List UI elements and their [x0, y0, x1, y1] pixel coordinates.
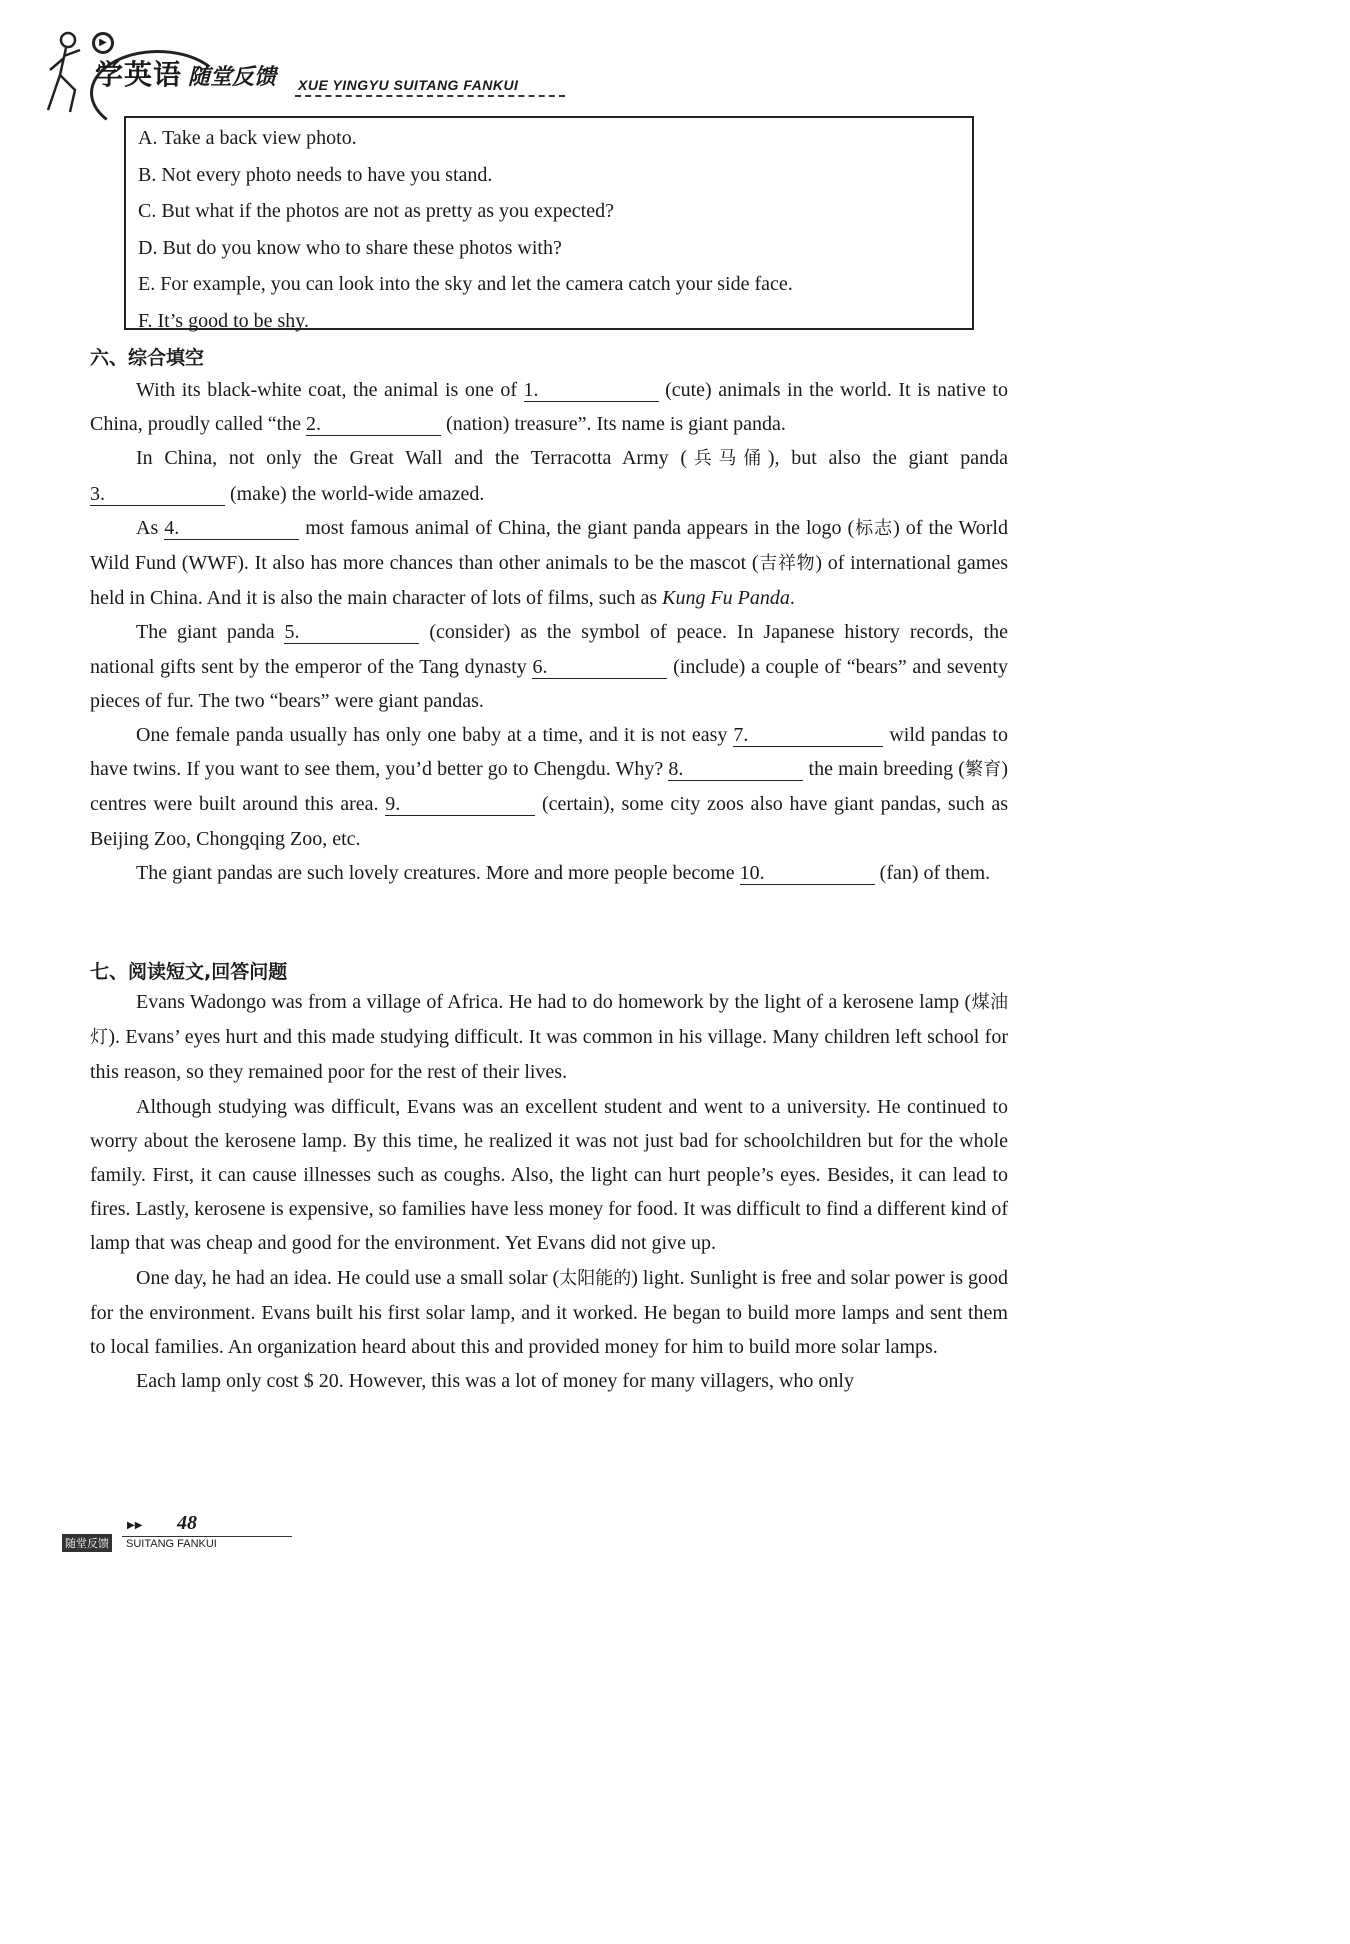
- arrow-icon: ▶▶: [127, 1520, 143, 1531]
- text: ) light. Sunlight is free and solar power is good for the environment. Evans built his first solar lamp, and it worked. He began to build more lamps and sent them to local families. An organization heard about this and provided money for him to build more solar lamps.: [90, 1266, 1008, 1359]
- blank-4[interactable]: 4.: [164, 517, 299, 540]
- text: (certain), some city zoos also have giant pandas, such as Beijing Zoo, Chongqing Zoo, etc.: [90, 793, 1008, 850]
- text: In China, not only the Great Wall and the Terracotta Army (: [136, 447, 688, 470]
- page-footer: [62, 1512, 232, 1552]
- play-icon: ▶: [92, 32, 114, 54]
- page-number: 48: [177, 1512, 197, 1534]
- text: ). Evans’ eyes hurt and this made studying difficult. It was common in his village. Many children left school for this reason, so they remained poor for the rest of their lives.: [90, 1026, 1009, 1084]
- paragraph: [90, 511, 1008, 616]
- text: One day, he had an idea. He could use a small solar (: [136, 1266, 560, 1289]
- blank-8[interactable]: 8.: [668, 758, 803, 781]
- text: Evans Wadongo was from a village of Africa. He had to do homework by the light of a kerosene lamp (: [136, 991, 972, 1013]
- text: (cute) animals in the world. It is native to China, proudly called “the: [90, 379, 1008, 436]
- text: ) of the World Wild Fund (WWF). It also has more chances than other animals to be the mascot (: [90, 516, 1008, 575]
- blank-10[interactable]: 10.: [740, 862, 875, 885]
- blank-6[interactable]: 6.: [532, 656, 667, 679]
- text: (nation) treasure”. Its name is giant panda.: [441, 413, 786, 436]
- cn-gloss: 兵马俑: [687, 448, 768, 470]
- section-7-passage: [90, 985, 1008, 1398]
- text: (make) the world-wide amazed.: [225, 482, 485, 505]
- section-6-title: 六、综合填空: [90, 347, 205, 369]
- cn-gloss: 煤油灯: [90, 992, 1008, 1049]
- section-6-passage: [90, 373, 1008, 890]
- option-b: B. Not every photo needs to have you stand.: [138, 163, 493, 186]
- text: One female panda usually has only one baby at a time, and it is not easy: [136, 724, 734, 747]
- header-title: 学英语: [95, 58, 183, 91]
- blank-2[interactable]: 2.: [306, 413, 441, 436]
- cn-gloss: 吉祥物: [758, 553, 816, 575]
- header-pinyin: XUE YINGYU SUITANG FANKUI: [298, 77, 519, 93]
- text: wild pandas to have twins. If you want to see them, you’d better go to Chengdu. Why?: [90, 724, 1008, 781]
- cn-gloss: 繁育: [964, 759, 1002, 781]
- paragraph: [90, 856, 1008, 890]
- option-f: F. It’s good to be shy.: [138, 309, 309, 332]
- header-divider: [295, 95, 565, 97]
- paragraph: Each lamp only cost $ 20. However, this was a lot of money for many villagers, who only: [136, 1370, 854, 1393]
- option-e: E. For example, you can look into the sky and let the camera catch your side face.: [138, 273, 793, 295]
- paragraph: [90, 1261, 1008, 1365]
- text: With its black-white coat, the animal is one of: [136, 379, 524, 401]
- paragraph: [90, 373, 1008, 441]
- text: .: [789, 587, 795, 610]
- text: The giant pandas are such lovely creatures. More and more people become: [136, 861, 740, 884]
- footer-tag-en: SUITANG FANKUI: [126, 1538, 217, 1550]
- page-header: [40, 20, 560, 115]
- option-c: C. But what if the photos are not as pretty as you expected?: [138, 200, 614, 222]
- blank-9[interactable]: 9.: [385, 793, 535, 816]
- text: the main breeding (: [803, 758, 965, 781]
- paragraph: Although studying was difficult, Evans was an excellent student and went to a university. He continued to worry about the kerosene lamp. By this time, he realized it was not just bad for schoolchildren but for the whole family. First, it can cause illnesses such as coughs. Also, the light can hurt people’s eyes. Besides, it can lead to fires. Lastly, kerosene is expensive, so families have less money for food. It was difficult to find a different kind of lamp that was cheap and good for the environment. Yet Evans did not give up.: [90, 1095, 1008, 1255]
- cn-gloss: 标志: [854, 517, 894, 539]
- text: ), but also the giant panda: [767, 447, 1008, 470]
- film-title: Kung Fu Panda: [662, 587, 790, 610]
- option-d: D. But do you know who to share these photos with?: [138, 236, 562, 259]
- blank-1[interactable]: 1.: [524, 379, 659, 402]
- text: As: [136, 516, 165, 539]
- text: (consider) as the symbol of peace. In Japanese history records, the national gifts sent by the emperor of the Tang dynasty: [90, 621, 1008, 678]
- text: ) centres were built around this area.: [90, 758, 1009, 816]
- option-box: [124, 116, 974, 330]
- text: (include) a couple of “bears” and seventy pieces of fur. The two “bears” were giant pandas.: [90, 655, 1008, 712]
- paragraph: [90, 718, 1008, 856]
- cn-gloss: 太阳能的: [559, 1267, 632, 1289]
- blank-5[interactable]: 5.: [284, 621, 419, 644]
- blank-7[interactable]: 7.: [733, 724, 883, 747]
- section-7-title: 七、阅读短文,回答问题: [90, 961, 288, 983]
- paragraph: [90, 441, 1008, 510]
- option-a: A. Take a back view photo.: [138, 127, 357, 149]
- paragraph: [90, 985, 1008, 1090]
- paragraph: [90, 615, 1008, 718]
- footer-tag: 随堂反馈: [62, 1534, 112, 1552]
- text: most famous animal of China, the giant panda appears in the logo (: [299, 516, 855, 539]
- text: (fan) of them.: [874, 861, 991, 884]
- footer-divider: [122, 1536, 292, 1537]
- text: The giant panda: [136, 621, 285, 644]
- header-subtitle: 随堂反馈: [188, 65, 277, 90]
- text: ) of international games held in China. And it is also the main character of lots of films, such as: [90, 552, 1009, 610]
- blank-3[interactable]: 3.: [90, 483, 225, 506]
